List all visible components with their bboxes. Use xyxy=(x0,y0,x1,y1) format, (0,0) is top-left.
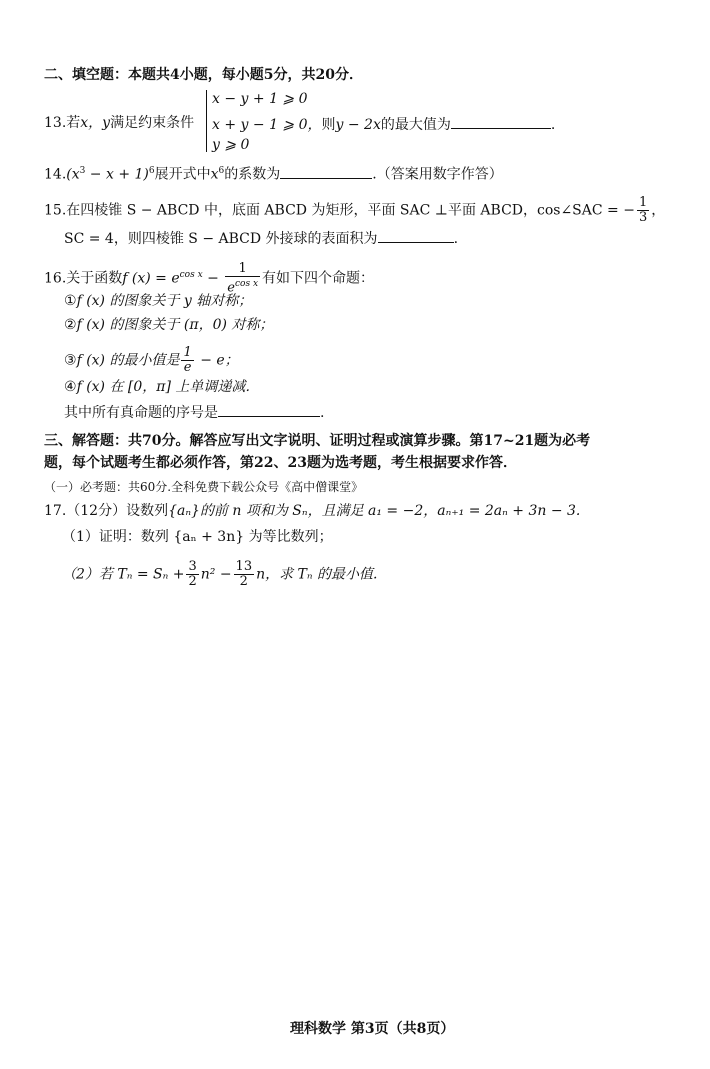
q13-expr: y − 2x xyxy=(335,117,381,133)
q16-p3-post: − e； xyxy=(195,352,239,369)
q16-p3-fraction xyxy=(181,346,193,375)
q15-frac-den: 3 xyxy=(638,210,648,225)
q15-frac-num: 1 xyxy=(638,195,648,210)
q15-line2-text: SC = 4，则四棱锥 S − ABCD 外接球的表面积为 xyxy=(64,231,378,247)
q15-line1 xyxy=(44,196,665,225)
q16-ask-end: . xyxy=(320,405,325,421)
q16-fraction xyxy=(225,262,260,295)
q16-prop-3 xyxy=(64,346,239,375)
q17-part2-mid: n² − xyxy=(200,566,232,583)
q14-expr-mid: − x + 1) xyxy=(85,166,149,183)
section3-heading-line2: 题，每个试题考生都必须作答，第22、23题为选考题，考生根据要求作答． xyxy=(44,455,517,471)
q14-expr-open: (x xyxy=(66,166,80,183)
q13-cond-text: 满足约束条件 xyxy=(110,115,195,131)
q16-prop-4 xyxy=(64,378,259,396)
q17-stem xyxy=(44,502,580,520)
q16-p1-text: f (x) 的图象关于 y 轴对称； xyxy=(76,293,253,309)
q17-part2-post: n，求 Tₙ 的最小值. xyxy=(256,566,378,583)
q17-part1: （1）证明：数列 {aₙ + 3n} 为等比数列； xyxy=(62,529,333,545)
q16-p4-num: ④ xyxy=(64,379,77,395)
q16-exp-cos: cos x xyxy=(179,270,203,281)
page-footer: 理科数学 第3页（共8页） xyxy=(290,1021,455,1037)
q16-answer-blank[interactable] xyxy=(218,402,320,417)
q17-pre: 17.（12分）设数列 xyxy=(44,503,169,519)
q13-tail-pre: 则 xyxy=(321,117,336,133)
q16-stem xyxy=(44,262,374,295)
q14-exp3: 3 xyxy=(79,166,86,176)
section3-subheading: （一）必考题：共60分. xyxy=(44,480,172,494)
q17-part2 xyxy=(62,560,377,589)
q13-constraint-3: y ⩾ 0 xyxy=(212,137,250,153)
q14-answer-blank[interactable] xyxy=(280,164,372,179)
q14-label: 14. xyxy=(44,166,67,183)
q16-p2-text: f (x) 的图象关于 (π，0) 对称； xyxy=(76,317,274,333)
q14-xvar: x xyxy=(210,166,219,183)
q13-label: 13.若 xyxy=(44,115,81,131)
q13-constraint-2-row xyxy=(212,114,555,134)
q15-line1-end: ， xyxy=(651,202,666,219)
q13-constraint-2: x + y − 1 ⩾ 0， xyxy=(212,117,322,133)
q16-p1-num: ① xyxy=(64,293,77,309)
q13-answer-blank[interactable] xyxy=(451,114,551,129)
q13-constraint-1: x − y + 1 ⩾ 0 xyxy=(212,91,308,107)
q14-exp6: 6 xyxy=(148,166,155,176)
q17-mid: 的前 n 项和为 Sₙ，且满足 a₁ = −2，aₙ₊₁ = 2aₙ + 3n − 3. xyxy=(199,503,581,519)
watermark-text: 全科免费下载公众号《高中僧课堂》 xyxy=(171,480,364,494)
q13-tail: 的最大值为 xyxy=(380,117,451,133)
q17-frac1-den: 2 xyxy=(188,574,197,589)
q13-stem xyxy=(44,114,194,132)
q16-prop-2 xyxy=(64,316,273,334)
q17-frac2 xyxy=(234,560,255,589)
q16-p2-num: ② xyxy=(64,317,77,333)
q16-p4-text: f (x) 在 [0，π] 上单调递减． xyxy=(76,379,260,395)
q16-p3-pre: f (x) 的最小值是 xyxy=(76,352,180,369)
q16-frac-den-exp: cos x xyxy=(235,279,259,289)
q16-minus: − xyxy=(202,270,224,287)
q15-line1-text: 15.在四棱锥 S − ABCD 中，底面 ABCD 为矩形，平面 SAC ⊥平面 ABCD，cos∠SAC = − xyxy=(44,202,635,219)
q16-label: 16.关于函数 xyxy=(44,270,123,287)
section3-subheading-row xyxy=(44,478,363,496)
q17-frac2-den: 2 xyxy=(239,574,248,589)
q17-an: {aₙ} xyxy=(168,503,200,519)
q14-exp6b: 6 xyxy=(218,166,225,176)
q16-fx: f (x) = e xyxy=(122,270,180,287)
q16-prop-1 xyxy=(64,292,252,310)
q16-ask xyxy=(64,402,324,422)
q16-p3-num: ③ xyxy=(64,352,77,369)
q17-frac1 xyxy=(186,560,198,589)
q16-frac-den-base: e xyxy=(227,280,235,296)
section3-heading-line1: 三、解答题：共70分。解答应写出文字说明、证明过程或演算步骤。第17~21题为必考 xyxy=(44,433,591,449)
q13-brace xyxy=(206,90,207,152)
q15-fraction xyxy=(637,196,649,225)
q17-frac2-num: 13 xyxy=(235,559,253,574)
q15-line2-end: . xyxy=(453,231,459,247)
q16-ask-text: 其中所有真命题的序号是 xyxy=(64,405,218,421)
q15-answer-blank[interactable] xyxy=(378,228,454,243)
q16-p3-frac-num: 1 xyxy=(183,345,192,360)
q14-end: .（答案用数字作答） xyxy=(372,166,503,183)
q16-frac-num: 1 xyxy=(225,262,260,277)
q14-text: 展开式中 xyxy=(154,166,211,183)
q17-frac1-num: 3 xyxy=(188,559,197,574)
q13-vars: x，y xyxy=(80,115,111,131)
q17-part2-pre: （2）若 Tₙ = Sₙ + xyxy=(62,566,185,583)
q14-stem xyxy=(44,162,503,184)
q16-tail: 有如下四个命题： xyxy=(262,270,375,287)
q13-end: . xyxy=(550,117,556,133)
q15-line2 xyxy=(64,228,458,248)
section2-heading: 二、填空题：本题共4小题，每小题5分，共20分． xyxy=(44,67,363,83)
q14-text2: 的系数为 xyxy=(224,166,281,183)
q16-p3-frac-den: e xyxy=(183,360,192,375)
